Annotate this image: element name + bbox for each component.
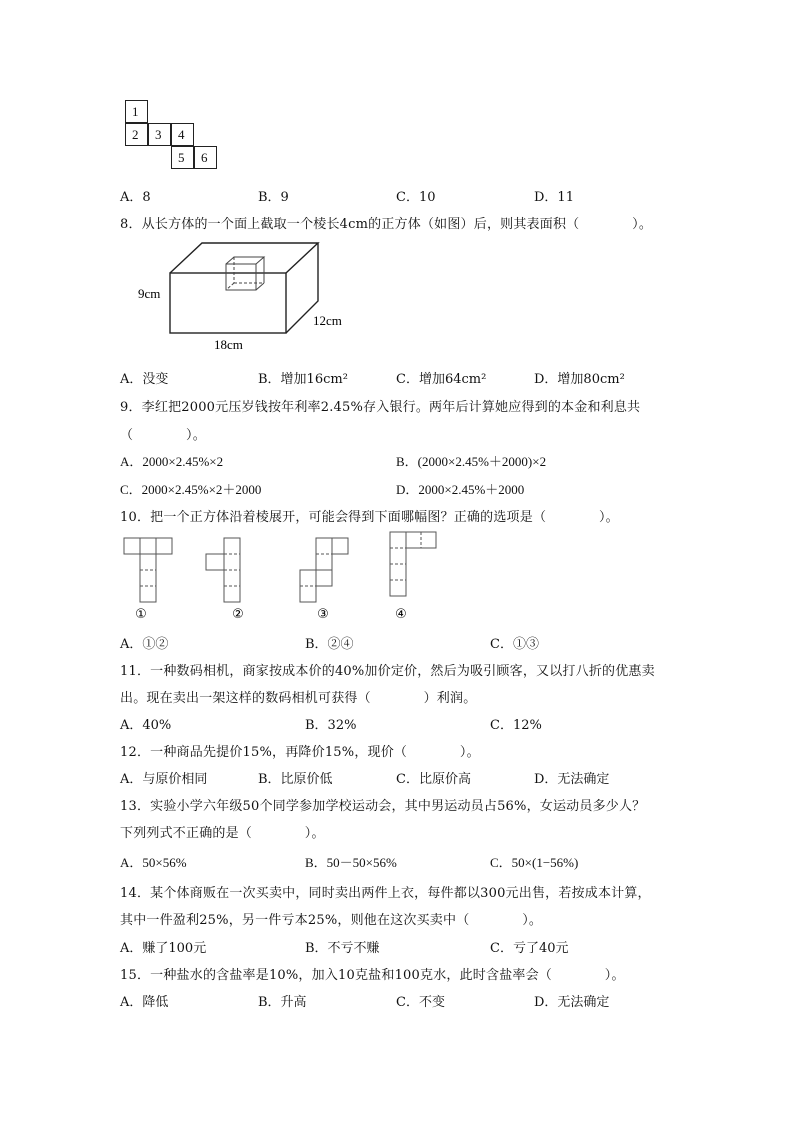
q9-stem-line2: （ ）。 <box>120 428 206 443</box>
net-figures <box>118 530 448 624</box>
q11-stem-line1: 11．一种数码相机，商家按成本价的40%加价定价，然后为吸引顾客，又以打八折的优惠卖 <box>120 664 655 679</box>
net-cell: 1 <box>125 100 148 123</box>
q14-stem-line1: 14．某个体商贩在一次买卖中，同时卖出两件上衣，每件都以300元出售，若按成本计算， <box>120 886 651 901</box>
q14-option-c[interactable]: C．亏了40元 <box>490 941 569 956</box>
figure-label-1: ① <box>135 607 147 622</box>
dim-width: 12cm <box>313 313 342 328</box>
q10-option-c[interactable]: C．①③ <box>490 637 539 652</box>
q10-option-a[interactable]: A．①② <box>120 637 169 652</box>
q9-stem-line1: 9．李红把2000元压岁钱按年利率2.45%存入银行。两年后计算她应得到的本金和利息共 <box>120 400 641 415</box>
q11-option-a[interactable]: A．40% <box>120 718 172 733</box>
net-cell: 2 <box>125 123 148 146</box>
figure-label-4: ④ <box>395 607 407 622</box>
q13-option-b[interactable]: B．50－50×56% <box>305 855 397 870</box>
q8-stem: 8．从长方体的一个面上截取一个棱长4cm的正方体（如图）后，则其表面积（ ）。 <box>120 217 653 232</box>
net-figure-4 <box>390 532 436 596</box>
q15-stem: 15．一种盐水的含盐率是10%，加入10克盐和100克水，此时含盐率会（ ）。 <box>120 968 625 983</box>
q8-option-b[interactable]: B．增加16cm² <box>258 372 348 387</box>
q13-option-a[interactable]: A．50×56% <box>120 855 187 870</box>
q10-stem: 10．把一个正方体沿着棱展开，可能会得到下面哪幅图？正确的选项是（ ）。 <box>120 510 619 525</box>
net-figure-1 <box>124 538 172 602</box>
q9-option-b[interactable]: B．(2000×2.45%＋2000)×2 <box>396 454 547 469</box>
net-figure-2 <box>206 538 240 602</box>
q15-option-b[interactable]: B．升高 <box>258 995 307 1010</box>
q8-option-d[interactable]: D．增加80cm² <box>534 372 625 387</box>
q13-option-c[interactable]: C．50×(1−56%) <box>490 855 579 870</box>
net-cell: 3 <box>148 123 171 146</box>
q14-option-b[interactable]: B．不亏不赚 <box>305 941 380 956</box>
q12-option-b[interactable]: B．比原价低 <box>258 772 333 787</box>
q14-stem-line2: 其中一件盈利25%，另一件亏本25%，则他在这次买卖中（ ）。 <box>120 913 543 928</box>
q11-option-c[interactable]: C．12% <box>490 718 542 733</box>
q12-option-a[interactable]: A．与原价相同 <box>120 772 208 787</box>
q7-option-c[interactable]: C．10 <box>396 190 436 205</box>
q15-option-d[interactable]: D．无法确定 <box>534 995 610 1010</box>
figure-label-3: ③ <box>317 607 329 622</box>
q11-stem-line2: 出。现在卖出一架这样的数码相机可获得（ ）利润。 <box>120 691 477 706</box>
dim-length: 18cm <box>214 337 243 352</box>
figure-label-2: ② <box>232 607 244 622</box>
q9-option-a[interactable]: A．2000×2.45%×2 <box>120 454 224 469</box>
q12-stem: 12．一种商品先提价15%，再降价15%，现价（ ）。 <box>120 745 480 760</box>
dim-height: 9cm <box>138 286 161 301</box>
q14-option-a[interactable]: A．赚了100元 <box>120 941 207 956</box>
q7-option-a[interactable]: A．8 <box>120 190 151 205</box>
q13-stem-line1: 13．实验小学六年级50个同学参加学校运动会，其中男运动员占56%，女运动员多少人？ <box>120 799 646 814</box>
q9-option-d[interactable]: D．2000×2.45%＋2000 <box>396 482 525 497</box>
net-cell: 4 <box>171 123 194 146</box>
q12-option-d[interactable]: D．无法确定 <box>534 772 610 787</box>
q7-option-b[interactable]: B．9 <box>258 190 289 205</box>
cuboid-figure <box>130 235 360 355</box>
q15-option-c[interactable]: C．不变 <box>396 995 445 1010</box>
q9-option-c[interactable]: C．2000×2.45%×2＋2000 <box>120 482 262 497</box>
q8-option-c[interactable]: C．增加64cm² <box>396 372 487 387</box>
net-cell: 6 <box>194 146 217 169</box>
q15-option-a[interactable]: A．降低 <box>120 995 169 1010</box>
q12-option-c[interactable]: C．比原价高 <box>396 772 471 787</box>
q11-option-b[interactable]: B．32% <box>305 718 357 733</box>
net-figure-3 <box>300 538 348 602</box>
net-cell: 5 <box>171 146 194 169</box>
q7-option-d[interactable]: D．11 <box>534 190 574 205</box>
q8-option-a[interactable]: A．没变 <box>120 372 169 387</box>
q10-option-b[interactable]: B．②④ <box>305 637 354 652</box>
q13-stem-line2: 下列列式不正确的是（ ）。 <box>120 826 325 841</box>
